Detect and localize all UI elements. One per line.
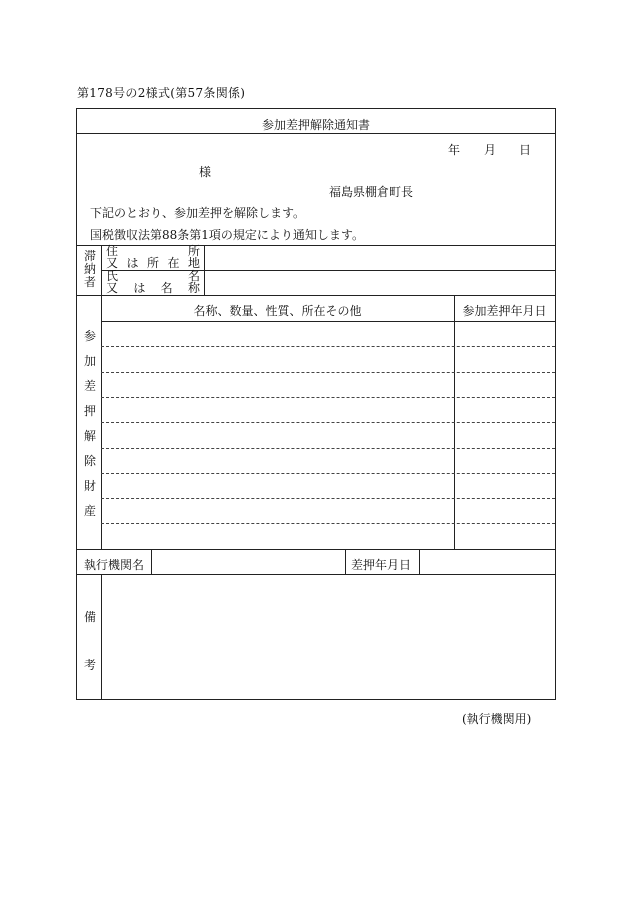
property-row-separator: [101, 498, 555, 499]
property-row-date[interactable]: [458, 350, 551, 368]
property-label-char: 参: [83, 329, 96, 343]
form-title: 参加差押解除通知書: [261, 118, 370, 132]
property-row-date[interactable]: [458, 401, 551, 419]
execution-agency-label: 執行機関名: [84, 558, 145, 572]
form-number: 第178号の2様式(第57条関係): [77, 86, 246, 100]
property-label-char: 解: [83, 429, 96, 443]
remarks-label-char: 考: [84, 658, 97, 672]
address-label-bottom: 又 は 所 在 地: [106, 256, 200, 270]
delinquent-label-char: 滞: [83, 249, 96, 263]
execution-divider-1: [151, 549, 152, 574]
property-row-date[interactable]: [458, 477, 551, 495]
property-row-description[interactable]: [105, 426, 450, 444]
remarks-label-char: 備: [84, 610, 97, 624]
name-field[interactable]: [208, 276, 548, 292]
property-row-description[interactable]: [105, 452, 450, 470]
remarks-field[interactable]: [107, 581, 547, 691]
remarks-top-line: [77, 574, 555, 575]
delinquent-label-char: 納: [83, 262, 96, 276]
name-label-bottom: 又 は 名 称: [106, 281, 200, 295]
property-row-separator: [101, 448, 555, 449]
property-row-date[interactable]: [458, 376, 551, 394]
property-row-date[interactable]: [458, 325, 551, 343]
date-month-label: 月: [484, 143, 497, 157]
property-row-date[interactable]: [458, 426, 551, 444]
property-description-header: 名称、数量、性質、所在その他: [193, 304, 362, 318]
property-top-line: [77, 295, 555, 296]
property-label-char: 押: [83, 404, 96, 418]
property-label-char: 除: [83, 454, 96, 468]
property-row-description[interactable]: [105, 477, 450, 495]
property-row-description[interactable]: [105, 527, 450, 545]
execution-divider-3: [419, 549, 420, 574]
property-row-description[interactable]: [105, 350, 450, 368]
delinquent-label-char: 者: [83, 275, 96, 289]
property-row-description[interactable]: [105, 376, 450, 394]
property-label-char: 加: [83, 354, 96, 368]
property-row-description[interactable]: [105, 325, 450, 343]
execution-top-line: [77, 549, 555, 550]
body-line-2: 国税徴収法第88条第1項の規定により通知します。: [90, 228, 364, 242]
date-year-label: 年: [448, 143, 461, 157]
delinquent-label: [81, 250, 99, 289]
property-header-line: [101, 321, 555, 322]
property-label-char: 産: [83, 504, 96, 518]
footer-note: (執行機関用): [462, 712, 532, 726]
notice-form: [76, 108, 556, 700]
property-row-separator: [101, 346, 555, 347]
property-row-description[interactable]: [105, 401, 450, 419]
execution-agency-field[interactable]: [155, 554, 341, 570]
property-row-separator: [101, 397, 555, 398]
property-row-separator: [101, 523, 555, 524]
property-row-separator: [101, 473, 555, 474]
property-label-char: 差: [83, 379, 96, 393]
execution-divider-2: [345, 549, 346, 574]
property-row-date[interactable]: [458, 527, 551, 545]
addressee-suffix: 様: [199, 165, 212, 179]
title-divider: [77, 133, 555, 134]
property-label: [81, 330, 99, 518]
property-row-date[interactable]: [458, 452, 551, 470]
property-label-char: 財: [83, 479, 96, 493]
seizure-date-label: 差押年月日: [351, 558, 412, 572]
remarks-label-divider: [101, 574, 102, 699]
name-label-top: 氏 名: [106, 269, 200, 283]
address-label-top: 住 所: [106, 244, 200, 258]
date-day-label: 日: [519, 143, 532, 157]
issuer-name: 福島県棚倉町長: [329, 185, 414, 199]
property-row-description[interactable]: [105, 502, 450, 520]
body-line-1: 下記のとおり、参加差押を解除します。: [90, 206, 306, 220]
property-row-separator: [101, 372, 555, 373]
property-row-date[interactable]: [458, 502, 551, 520]
property-row-separator: [101, 422, 555, 423]
address-field[interactable]: [208, 251, 548, 267]
property-date-header: 参加差押年月日: [462, 304, 547, 318]
seizure-date-field[interactable]: [423, 554, 551, 570]
